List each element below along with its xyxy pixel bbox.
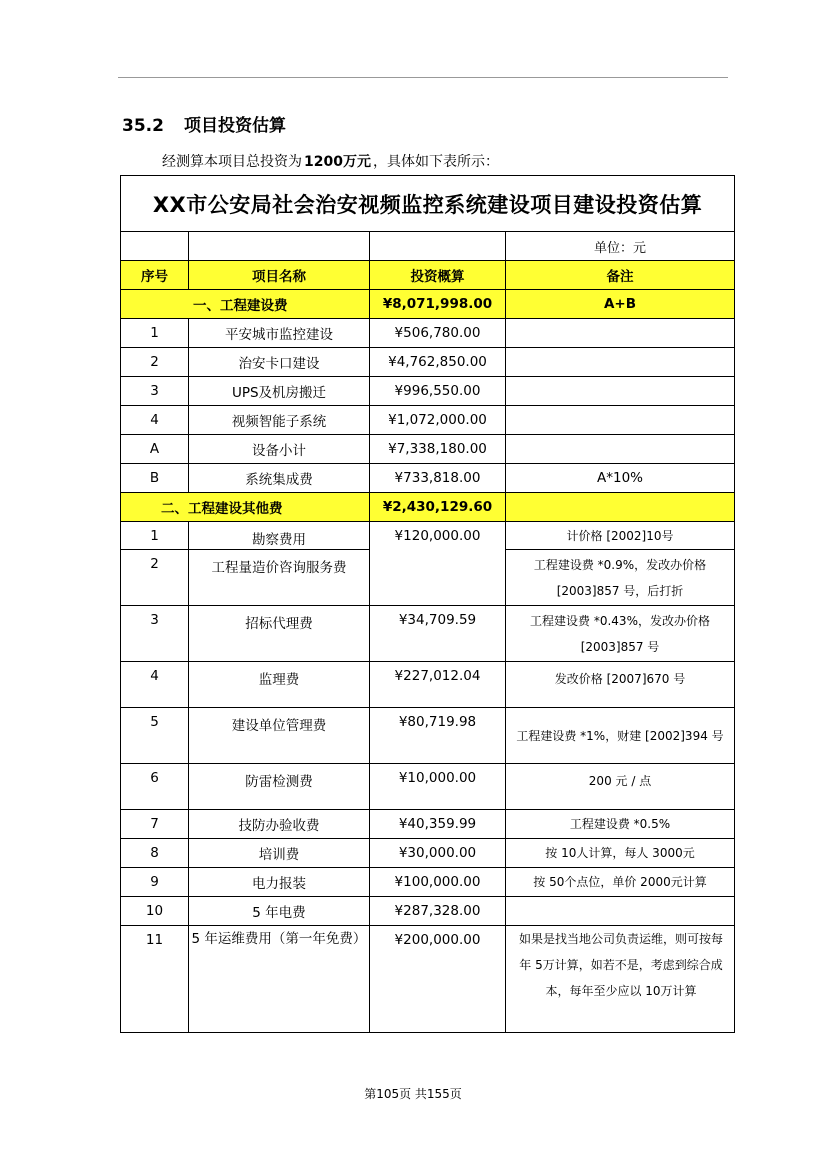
row-amount: ¥34,709.59 [370,606,506,662]
header-row [121,261,735,290]
row-no: 10 [121,897,189,926]
row-amount: ¥80,719.98 [370,708,506,764]
section-number: 35.2 [122,116,164,136]
row-amount: ¥30,000.00 [370,839,506,868]
table-row [121,406,735,435]
section-heading [122,111,286,136]
row-no: 1 [121,319,189,348]
page-footer: 第105页 共155页 [364,1087,462,1101]
row-no: 1 [121,522,189,550]
row-name: 治安卡口建设 [189,348,370,377]
row-no: 4 [121,662,189,708]
table-row [121,319,735,348]
row-no: 6 [121,764,189,810]
table-row [121,868,735,897]
row-name: 5 年运维费用（第一年免费） [189,926,370,1033]
row-name: UPS及机房搬迁 [189,377,370,406]
row-note [506,406,735,435]
row-no: 3 [121,606,189,662]
row-name: 电力报装 [189,868,370,897]
intro-prefix: 经测算本项目总投资为 [162,154,302,170]
row-note [506,435,735,464]
row-note [506,319,735,348]
row-amount: ¥120,000.00 [370,522,506,606]
row-name: 建设单位管理费 [189,708,370,764]
row-no: 8 [121,839,189,868]
row-amount: ¥733,818.00 [370,464,506,493]
row-name: 系统集成费 [189,464,370,493]
row-no: B [121,464,189,493]
table-row [121,926,735,1033]
section2-note [506,493,735,522]
row-name: 视频智能子系统 [189,406,370,435]
header-rule [118,77,728,78]
table-row [121,764,735,810]
header-no: 序号 [121,261,189,290]
table-row [121,464,735,493]
row-name: 招标代理费 [189,606,370,662]
investment-estimate-table [120,175,735,1033]
row-name: 技防办验收费 [189,810,370,839]
table-title: XX市公安局社会治安视频监控系统建设项目建设投资估算 [121,176,735,232]
table-row [121,377,735,406]
section1-note: A+B [506,290,735,319]
table-row [121,435,735,464]
row-name: 勘察费用 [189,522,370,550]
intro-suffix: ，具体如下表所示： [372,154,499,170]
row-no: 2 [121,348,189,377]
section1-amount: ¥8,071,998.00 [370,290,506,319]
row-amount: ¥4,762,850.00 [370,348,506,377]
row-name: 设备小计 [189,435,370,464]
row-note: 工程建设费 *1%，财建 [2002]394 号 [506,708,735,764]
intro-paragraph [162,151,499,171]
table-row [121,708,735,764]
row-amount: ¥506,780.00 [370,319,506,348]
row-note: A*10% [506,464,735,493]
row-name: 平安城市监控建设 [189,319,370,348]
section-title: 项目投资估算 [183,116,286,136]
table-title-row [121,176,735,232]
row-no: 5 [121,708,189,764]
table-row [121,897,735,926]
table-row [121,606,735,662]
row-note: 如果是找当地公司负责运维，则可按每年 5万计算，如若不是，考虑到综合成本，每年至少应以 10万计算 [506,926,735,1033]
table-row [121,348,735,377]
header-note: 备注 [506,261,735,290]
row-amount: ¥100,000.00 [370,868,506,897]
row-note [506,348,735,377]
row-name: 培训费 [189,839,370,868]
row-amount: ¥996,550.00 [370,377,506,406]
section2-row [121,493,735,522]
unit-row [121,232,735,261]
row-no: 4 [121,406,189,435]
section2-amount: ¥2,430,129.60 [370,493,506,522]
table-row [121,810,735,839]
row-note: 发改价格 [2007]670 号 [506,662,735,708]
row-amount: ¥40,359.99 [370,810,506,839]
row-amount: ¥287,328.00 [370,897,506,926]
section1-row [121,290,735,319]
row-no: 2 [121,550,189,606]
row-note: 计价格 [2002]10号 [506,522,735,550]
row-amount: ¥200,000.00 [370,926,506,1033]
row-note: 按 10人计算，每人 3000元 [506,839,735,868]
row-name: 防雷检测费 [189,764,370,810]
row-no: 7 [121,810,189,839]
row-no: 3 [121,377,189,406]
intro-amount: 1200万元 [304,154,371,170]
row-note: 200 元 / 点 [506,764,735,810]
row-note: 工程建设费 *0.9%，发改办价格 [2003]857 号，后打折 [506,550,735,606]
row-name: 工程量造价咨询服务费 [189,550,370,606]
section2-name: 二、工程建设其他费 [121,493,370,522]
unit-label: 单位：元 [506,232,735,261]
row-name: 监理费 [189,662,370,708]
table-row [121,522,735,550]
row-note: 按 50个点位，单价 2000元计算 [506,868,735,897]
row-amount: ¥7,338,180.00 [370,435,506,464]
section1-name: 一、工程建设费 [121,290,370,319]
row-amount: ¥1,072,000.00 [370,406,506,435]
row-note: 工程建设费 *0.5% [506,810,735,839]
row-no: A [121,435,189,464]
row-amount: ¥227,012.04 [370,662,506,708]
row-no: 11 [121,926,189,1033]
header-name: 项目名称 [189,261,370,290]
row-note: 工程建设费 *0.43%，发改办价格 [2003]857 号 [506,606,735,662]
row-no: 9 [121,868,189,897]
row-note [506,897,735,926]
row-amount: ¥10,000.00 [370,764,506,810]
row-note [506,377,735,406]
table-row [121,662,735,708]
row-name: 5 年电费 [189,897,370,926]
header-amount: 投资概算 [370,261,506,290]
table-row [121,839,735,868]
